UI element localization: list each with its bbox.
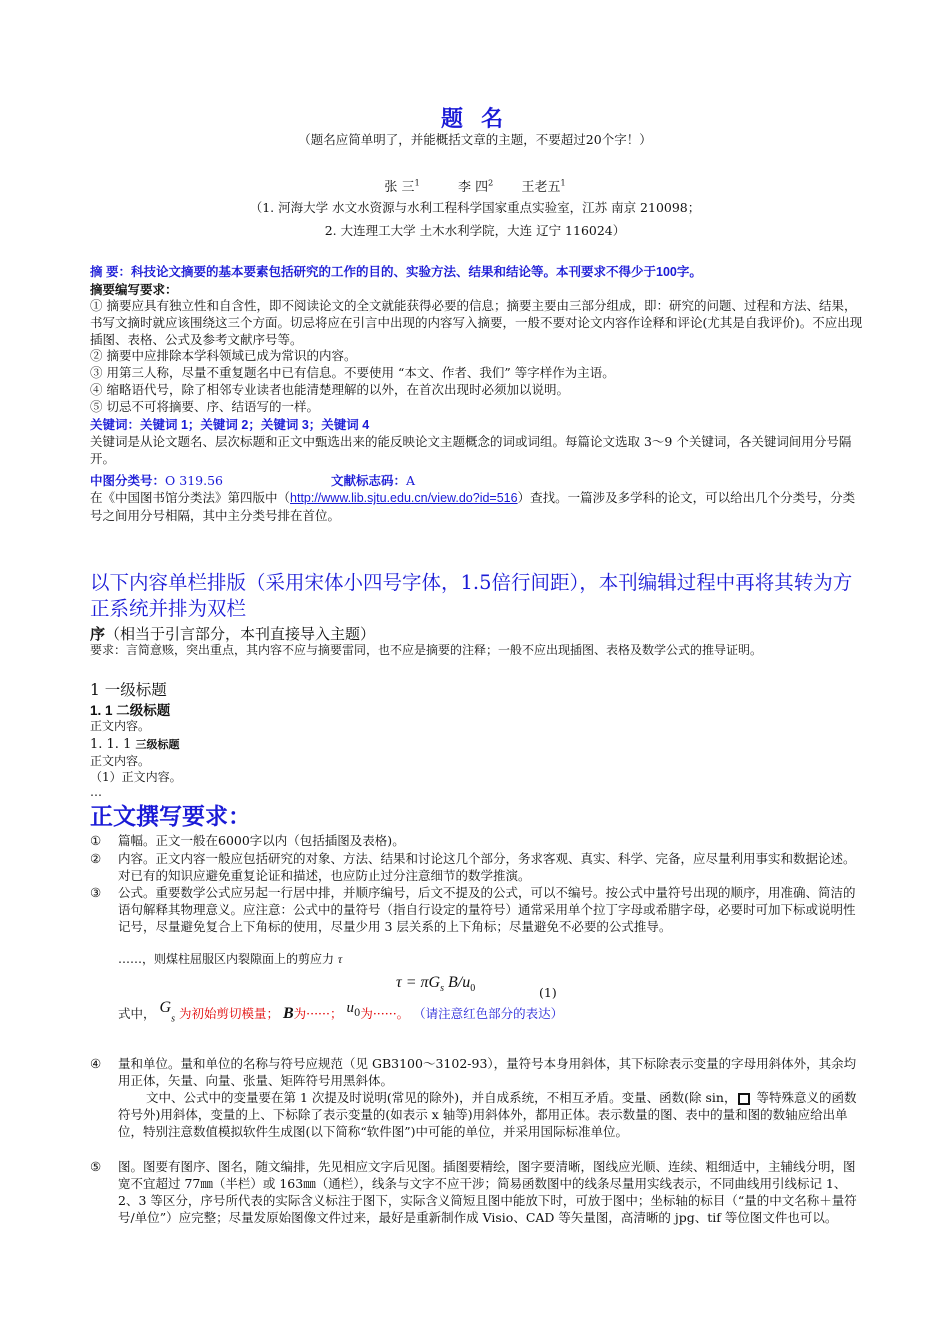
body-text-1: 正文内容。 [90,719,151,733]
item-5-num: ⑤ [90,1159,102,1174]
abstract-req-3: ③ 用第三人称，尽量不重复题名中已有信息。不要使用 “本文、作者、我们” 等字样作为主语。 [90,365,615,380]
square-icon [738,1093,750,1105]
classification-desc-after: ）查找。一篇涉及多学科的论文，可以给出几个分类号，分类号之间用分号相隔，其中主分类号排在首位。 [90,490,856,523]
abstract-req-heading: 摘要编写要求： [90,283,178,297]
intro-requirements: 要求：言简意赅，突出重点，其内容不应与摘要雷同，也不应是摘要的注释；一般不应出现插图、表格及数学公式的推导证明。 [90,643,763,657]
formula-sub-0: 0 [470,983,476,995]
affiliation-1: （1. 河海大学 水文水资源与水利工程科学国家重点实验室，江苏 南京 210098； [249,200,701,215]
clc-label: 中图分类号： [90,474,166,488]
formula-main: τ = πG [396,974,441,991]
body-req-item-1 [90,832,865,849]
item-5-text: 图。图要有图序、图名，随文编排，先见相应文字后见图。插图要精绘，图字要清晰，图线应光顺、连续、粗细适中，主辅线分明，图宽不宜超过 77㎜（半栏）或 163㎜（通栏），线条与文字不应干涉；简易函数图中的线条尽量用实线表示，不同曲线用引线标记 1、2、3 等区分，序号所代表的实际含义标注于图下，实际含义简短且图中能放下时，可放于图中；坐标轴的标目（“量的中文名称＋量符号/单位”）应完整；尽量发原始图像文件过来，最好是重新制作成 Visio、CAD 等矢量图，高清晰的 jpg、tif 等位图文件也可以。 [118,1159,857,1225]
doc-code-value: A [405,473,415,488]
body-req-item-5 [90,1158,865,1243]
item-4-para-b: 等特殊意义的函数符号外)用斜体，变量的上、下标除了表示变量的(如表示 x 轴等)用斜体外，都用正体。表示数量的图、表中的量和图的数轴应给出单位，特别注意数值模拟软件生成图(以下简称“软件图”)中可能的单位，并采用国际标准单位。 [118,1090,857,1139]
abstract-line [90,262,865,280]
formula-equation [396,974,475,994]
explain-b-text: 为······； [293,1006,343,1021]
item-3-text: 公式。重要数学公式应另起一行居中排，并顺序编号，后文不提及的公式，可以不编号。按公式中量符号出现的顺序，用准确、简洁的语句解释其物理意义。应注意：公式中的量符号（指自行设定的量符号）通常采用单个拉丁字母或希腊字母，必要时可加下标或说明性记号，尽量避免复合上下角标的使用，尽量少用 3 层关系的上下角标；尽量避免不必要的公式推导。 [118,885,856,934]
classification-line [90,471,865,489]
author-3-affil: 1 [560,178,566,188]
heading-level-2: 1. 1 二级标题 [90,703,171,718]
ellipsis: … [90,785,102,799]
intro-label: 序 [90,625,106,643]
author-3: 王老五 [521,180,561,195]
classification-desc-before: 在《中国图书馆分类法》第四版中（ [90,490,291,505]
keywords-line: 关键词：关键词 1；关键词 2；关键词 3；关键词 4 [90,418,370,432]
intro-heading [90,623,865,644]
body-req-item-3 [90,884,865,952]
formula-number: (1) [539,985,557,1000]
body-req-heading: 正文撰写要求： [90,803,251,830]
explain-u-text: 为······。 [360,1006,410,1021]
explain-g: G [159,999,172,1016]
explain-note: （请注意红色部分的表达） [413,1006,564,1021]
abstract-req-1: ① 摘要应具有独立性和自含性，即不阅读论文的全文就能获得必要的信息；摘要主要由三部分组成，即：研究的问题、过程和方法、结果，书写文摘时就应该围绕这三个方面。切忌将应在引言中出现的内容写入摘要，一般不要对论文内容作诠释和评论(尤其是自我评价)。不应出现插图、表格、公式及参考文献序号等。 [90,298,863,347]
item-2-num: ② [90,851,102,866]
heading-level-3 [90,736,865,752]
explain-b: B [282,1005,294,1022]
item-4-text-b: 矢量、向量、张量、矩阵符号用黑斜体。 [168,1074,394,1088]
abstract-req-5: ⑤ 切忌不可将摘要、序、结语写的一样。 [90,399,319,414]
heading-level-1: 1 一级标题 [90,681,167,699]
author-1: 张 三 [384,180,415,195]
abstract-req-4: ④ 缩略语代号，除了相邻专业读者也能清楚理解的以外，在首次出现时必须加以说明。 [90,382,569,397]
explain-u-sub: 0 [353,1007,361,1019]
keywords-desc: 关键词是从论文题名、层次标题和正文中甄选出来的能反映论文主题概念的词或词组。每篇论文选取 3～9 个关键词，各关键词间用分号隔开。 [90,434,852,466]
layout-note: 以下内容单栏排版（采用宋体小四号字体，1.5倍行间距），本刊编辑过程中再将其转为方正系统并排为双栏 [90,571,853,620]
item-1-num: ① [90,833,102,848]
explain-g-text: 为初始剪切模量； [178,1006,279,1021]
title-note: （题名应简单明了，并能概括文章的主题，不要超过20个字！） [298,132,652,147]
clc-link[interactable]: http://www.lib.sjtu.edu.cn/view.do?id=516 [290,491,518,505]
explain-g-sub: s [171,1013,175,1025]
body-text-2: 正文内容。 [90,754,151,768]
author-2-affil: 2 [488,178,494,188]
body-text-3: （1）正文内容。 [90,770,182,784]
formula-intro [118,951,863,968]
abstract-lead: 科技论文摘要的基本要素包括研究的工作的目的、实验方法、结果和结论等。本刊要求不得少于100字。 [130,265,702,279]
heading-level-3-label: 三级标题 [135,738,180,751]
abstract-label: 摘 要： [90,265,131,279]
heading-level-3-num: 1. 1. 1 [90,737,132,752]
paper-title: 题 名 [440,106,510,131]
abstract-req-2: ② 摘要中应排除本学科领域已成为常识的内容。 [90,348,357,363]
intro-paren: （相当于引言部分，本刊直接导入主题） [105,625,376,643]
author-2: 李 四 [457,180,489,195]
formula-intro-text: ……，则煤柱屈服区内裂隙面上的剪应力 [118,952,335,966]
item-4-text [118,1055,863,1090]
body-req-item-2 [90,850,865,884]
doc-code-label: 文献标志码： [330,474,406,488]
explain-prefix: 式中， [118,1006,156,1021]
formula-intro-tau: τ [337,952,343,966]
author-1-affil: 1 [414,178,420,188]
item-1-text: 篇幅。正文一般在6000字以内（包括插图及表格)。 [118,833,405,848]
formula-explanation [118,999,863,1025]
classification-desc [90,489,865,524]
explain-u: u [346,1000,354,1016]
clc-value: O 319.56 [165,473,223,488]
author-line [0,176,950,195]
body-req-item-4 [90,1055,865,1089]
item-3-num: ③ [90,885,102,900]
formula-sub-s: s [440,983,444,995]
formula-rest: B/u [444,974,471,991]
item-4-num: ④ [90,1056,102,1071]
affiliation-2: 2. 大连理工大学 土木水利学院，大连 辽宁 116024） [324,223,626,238]
item-4-text-a: 量和单位。量和单位的名称与符号应规范（见 GB3100～3102-93），量符号本身用斜体，其下标除表示变量的字母用斜体外，其余均用正体， [118,1056,857,1088]
item-4-paragraph [118,1089,863,1140]
item-2-text: 内容。正文内容一般应包括研究的对象、方法、结果和讨论这几个部分，务求客观、真实、科学、完备，应尽量利用事实和数据论述。对已有的知识应避免重复论证和描述，也应防止过分注意细节的数学推演。 [118,851,856,883]
item-4-para-a: 文中、公式中的变量要在第 1 次提及时说明(常见的除外)，并自成系统，不相互矛盾。变量、函数(除 sin， [146,1090,737,1105]
